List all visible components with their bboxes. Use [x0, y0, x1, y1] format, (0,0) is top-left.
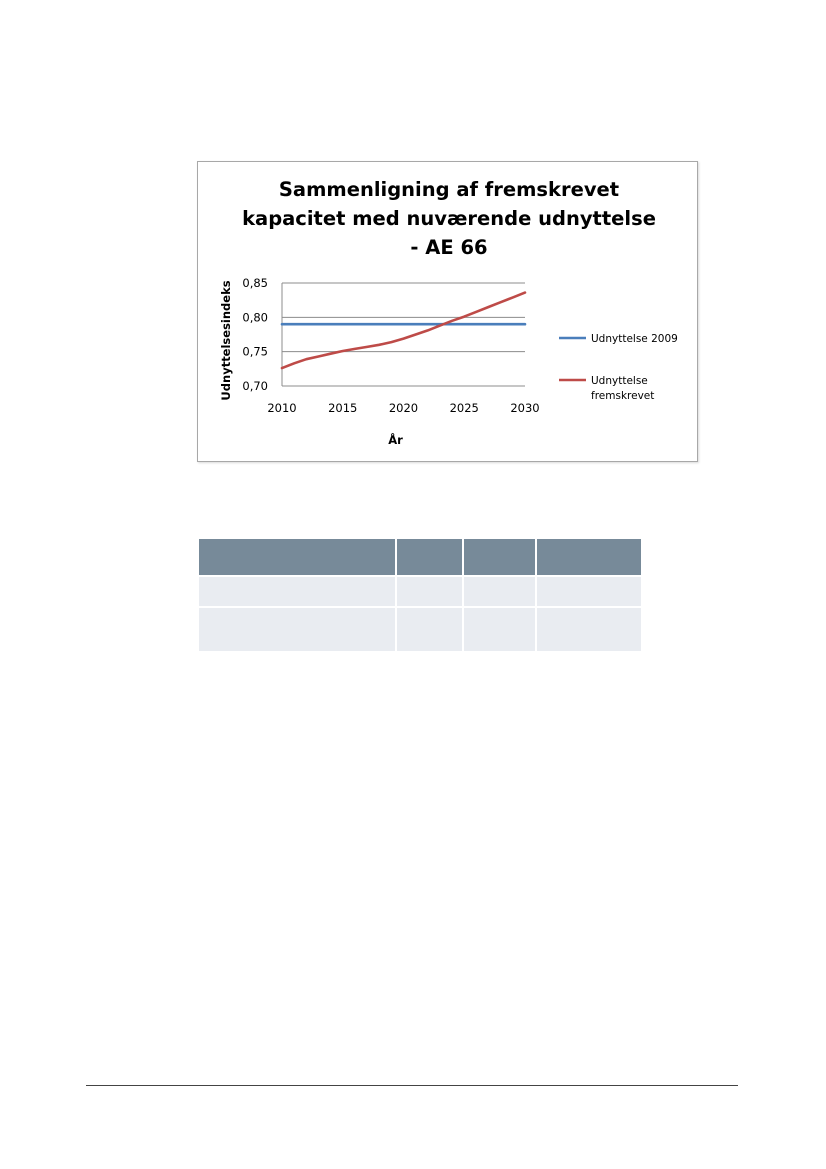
table-cell — [396, 576, 463, 607]
table-header-row — [198, 538, 642, 576]
data-table — [197, 537, 643, 653]
footer-divider — [86, 1085, 738, 1086]
chart-title-line-2: kapacitet med nuværende udnyttelse — [242, 207, 656, 230]
chart-title-line-3: - AE 66 — [410, 236, 488, 259]
y-tick-label: 0,70 — [242, 379, 268, 393]
table-cell — [396, 607, 463, 652]
legend — [559, 333, 678, 402]
legend-label-2: Udnyttelse — [591, 375, 648, 387]
y-tick-label: 0,75 — [242, 344, 268, 359]
x-tick-labels — [267, 401, 539, 415]
y-tick-labels — [242, 276, 268, 393]
x-tick-label: 2015 — [328, 401, 358, 415]
table-header-cell — [536, 538, 642, 576]
chart-title-line-1: Sammenligning af fremskrevet — [278, 178, 620, 201]
series-lines — [282, 293, 525, 369]
x-axis-title: År — [388, 433, 403, 447]
table-cell — [463, 576, 536, 607]
series-line-2 — [282, 293, 525, 369]
y-tick-label: 0,80 — [242, 310, 268, 325]
table-cell — [463, 607, 536, 652]
x-tick-label: 2030 — [510, 401, 540, 415]
x-tick-label: 2010 — [267, 401, 297, 415]
y-axis-title: Udnyttelsesindeks — [219, 280, 233, 401]
chart-title — [242, 178, 656, 259]
table-cell — [198, 607, 396, 652]
x-tick-label: 2025 — [449, 401, 479, 415]
gridlines — [282, 283, 525, 386]
line-chart — [198, 162, 697, 461]
x-tick-label: 2020 — [388, 401, 419, 415]
table-header-cell — [198, 538, 396, 576]
chart-frame — [197, 161, 698, 462]
table-cell — [198, 576, 396, 607]
legend-label-2: fremskrevet — [591, 390, 655, 402]
table-cell — [536, 576, 642, 607]
table-row — [198, 576, 642, 607]
table-row — [198, 607, 642, 652]
y-tick-label: 0,85 — [242, 276, 268, 290]
legend-label-1: Udnyttelse 2009 — [591, 333, 678, 345]
table-cell — [536, 607, 642, 652]
table-header-cell — [463, 538, 536, 576]
table-header-cell — [396, 538, 463, 576]
